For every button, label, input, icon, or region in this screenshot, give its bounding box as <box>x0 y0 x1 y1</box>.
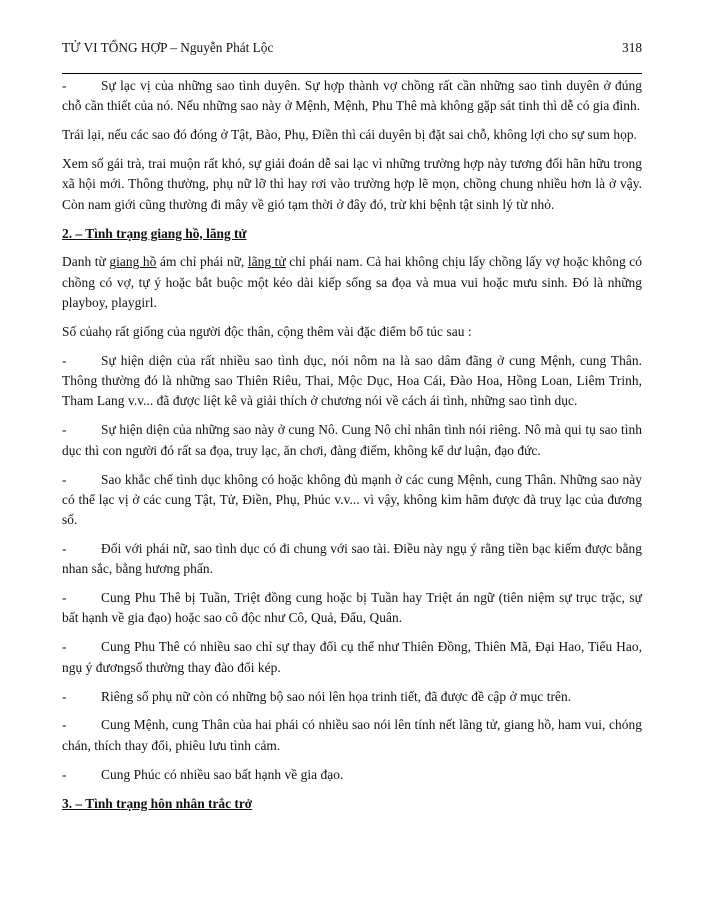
paragraph: Xem số gái trà, trai muộn rất khó, sự giải đoán dễ sai lạc vì những trường hợp này tương đối hãn hữu trong xã hội mới. Thông thường, phụ nữ lỡ thì hay rơi vào trường hợp lẽ mọn, chồng chung nhiều hơn là ở vậy. Còn nam giới cũng thường đi mây về gió tạm thời ở đây đó, trừ khi bệnh tật sinh lý từ nhỏ. <box>62 156 642 212</box>
bullet-dash: - <box>62 590 67 606</box>
page-body <box>62 74 642 814</box>
bullet-dash: - <box>62 471 67 487</box>
bullet-text: Cung Phu Thê bị Tuần, Triệt đồng cung hoặc bị Tuần hay Triệt án ngữ (tiên niệm sự trục trặc, sự bất hạnh về gia đạo) hoặc sao cô độc như Cô, Quả, Đẩu, Quân. <box>62 590 642 626</box>
bullet-item <box>62 420 642 461</box>
bullet-text: Đối với phái nữ, sao tình dục có đi chung với sao tài. Điều này ngụ ý rằng tiền bạc kiếm được bằng nhan sắc, bằng hương phấn. <box>62 540 642 577</box>
page-number: 318 <box>622 40 642 55</box>
term-giang-ho: giang hồ <box>109 254 157 270</box>
paragraph <box>62 252 642 313</box>
bullet-item <box>62 588 642 629</box>
term-lang-tu: lãng tử <box>247 254 286 270</box>
page-header <box>62 38 642 58</box>
bullet-dash: - <box>62 688 67 704</box>
paragraph-text: Sự lạc vị của những sao tình duyên. Sự hợp thành vợ chồng rất cần những sao tình duyên ở đúng chỗ cần thiết của nó. Nếu những sao này ở Mệnh, Mệnh, Phu Thê mà không gặp sát tinh thì dễ có gia đình. <box>62 78 642 114</box>
bullet-text: Sao khắc chế tình dục không có hoặc không đủ mạnh ở các cung Mệnh, cung Thân. Những sao này có thể lạc vị ở các cung Tật, Tử, Điền, Phụ, Phúc v.v... vì vậy, không kìm hãm được đà truỵ lạc của đương số. <box>62 471 642 528</box>
book-title: TỬ VI TỔNG HỢP – Nguyễn Phát Lộc <box>62 40 274 55</box>
paragraph: Số củahọ rất giống của người độc thân, cộng thêm vài đặc điểm bổ túc sau : <box>62 323 472 339</box>
bullet-text: Riêng số phụ nữ còn có những bộ sao nói lên họa trinh tiết, đã được đề cập ở mục trên. <box>101 688 572 704</box>
bullet-dash: - <box>62 78 67 93</box>
bullet-item <box>62 765 642 785</box>
bullet-item <box>62 687 642 707</box>
section-heading-2: 2. – Tình trạng giang hồ, lãng tử <box>62 225 247 241</box>
document-page <box>62 38 642 822</box>
bullet-text: Cung Mệnh, cung Thân của hai phái có nhiều sao nói lên tính nết lãng tử, giang hồ, ham vui, chóng chán, thích thay đổi, phiêu lưu tình cảm. <box>62 717 642 753</box>
bullet-text: Cung Phu Thê có nhiều sao chỉ sự thay đổi cụ thể như Thiên Đồng, Thiên Mã, Đại Hao, Tiểu Hao, ngụ ý đươngsố thường thay đào đổi kép. <box>62 639 642 675</box>
paragraph-text: chỉ phái nam. Cả hai không chịu lấy chồng lấy vợ hoặc không có chồng có vợ, tự ý hoặc bắt buộc một kéo dài kiếp sống sa đọa và mua vui hoặc mưu sinh. Đó là những playboy, playgirl. <box>62 254 643 311</box>
paragraph-text: ám chỉ phái nữ, <box>156 254 248 270</box>
section-heading-3: 3. – Tình trạng hôn nhân trắc trở <box>62 795 253 811</box>
bullet-item <box>62 539 642 580</box>
bullet-text: Sự hiện diện của rất nhiều sao tình dục, nói nôm na là sao dâm đãng ở cung Mệnh, cung Thân. Thông thường đó là những sao Thiên Riêu, Thai, Mộc Dục, Hoa Cái, Đào Hoa, Hồng Loan, Liêm Trinh, Tham Lang v.v... đã được liệt kê và giải thích ở chương nói về cách ái tình, những sao tình dục. <box>62 352 642 409</box>
bullet-text: Cung Phúc có nhiều sao bất hạnh về gia đạo. <box>101 766 344 782</box>
bullet-dash: - <box>62 422 67 438</box>
paragraph: Trái lại, nếu các sao đó đóng ở Tật, Bào, Phụ, Điền thì cái duyên bị đặt sai chỗ, không lợi cho sự sum họp. <box>62 127 637 143</box>
paragraph-text: Danh từ <box>62 254 110 270</box>
paragraph <box>62 76 642 117</box>
bullet-dash: - <box>62 766 67 782</box>
bullet-item <box>62 715 642 756</box>
bullet-dash: - <box>62 717 67 733</box>
bullet-dash: - <box>62 639 67 655</box>
bullet-item <box>62 470 642 531</box>
bullet-item <box>62 637 642 678</box>
bullet-text: Sự hiện diện của những sao này ở cung Nô. Cung Nô chỉ nhân tình nói riêng. Nô mà qui tụ sao tình dục thì con người đó rất sa đọa, truy lạc, ăn chơi, đàng điếm, không kể dư luận, đạo đức. <box>62 422 642 458</box>
bullet-item <box>62 351 642 412</box>
bullet-dash: - <box>62 352 67 368</box>
bullet-dash: - <box>62 540 67 556</box>
